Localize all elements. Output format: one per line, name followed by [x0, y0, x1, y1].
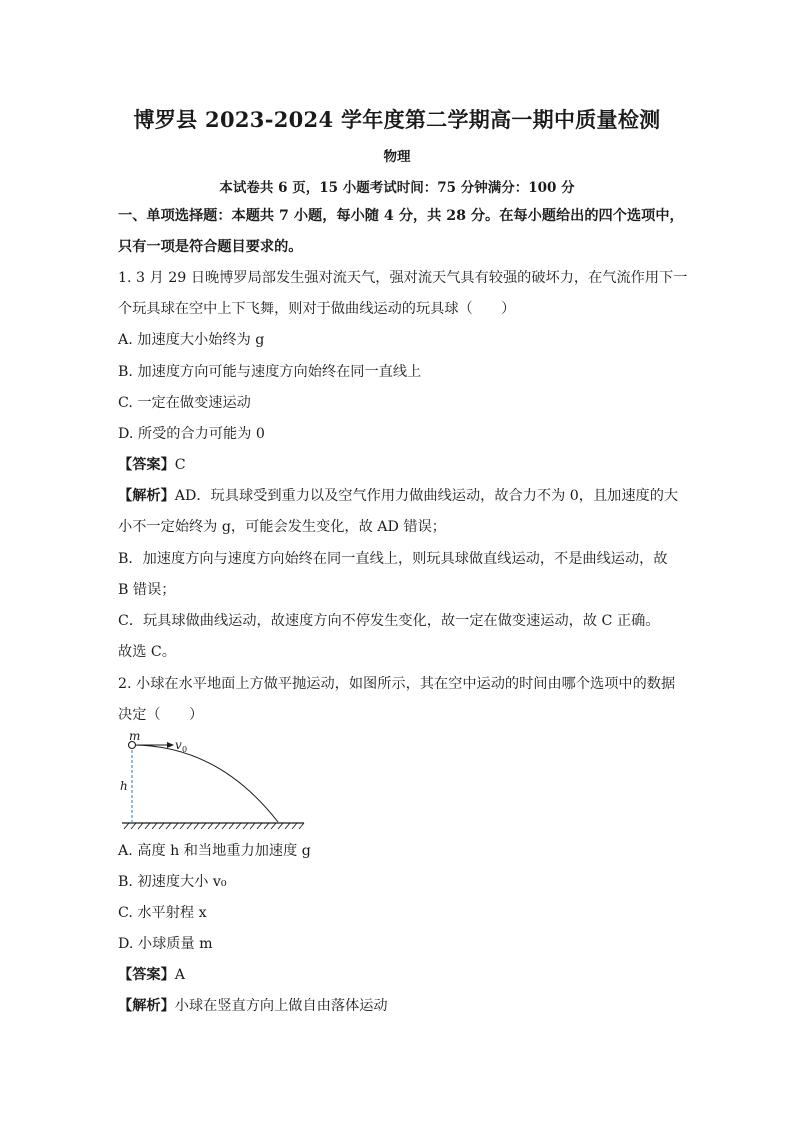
section-heading-line-1: 一、单项选择题：本题共 7 小题，每小随 4 分，共 28 分。在每小题给出的四个选项中， [118, 208, 684, 224]
q1-analysis-line-1 [118, 486, 688, 506]
q1-option-b: B. 加速度方向可能与速度方向始终在同一直线上 [118, 364, 422, 380]
q1-option-d: D. 所受的合力可能为 0 [118, 426, 265, 442]
subject-label: 物理 [383, 149, 411, 165]
q1-option-c: C. 一定在做变速运动 [118, 395, 251, 411]
q1-answer [118, 455, 688, 475]
exam-info: 本试卷共 6 页，15 小题考试时间：75 分钟满分：100 分 [219, 180, 575, 196]
q2-stem-line-2: 决定（ ） [118, 707, 204, 723]
analysis-text: 小球在竖直方向上做自由落体运动 [174, 998, 388, 1014]
projectile-figure [118, 728, 318, 832]
q1-stem-line-2: 个玩具球在空中上下飞舞，则对于做曲线运动的玩具球（ ） [118, 301, 516, 317]
q1-analysis-line-5: C．玩具球做曲线运动，故速度方向不停发生变化，故一定在做变速运动，故 C 正确。 [118, 613, 660, 629]
q2-option-d: D. 小球质量 m [118, 936, 213, 952]
answer-tag: 【答案】 [118, 457, 175, 473]
analysis-tag: 【解析】 [118, 488, 175, 504]
ground-hatching [124, 823, 304, 829]
height-label: h [120, 779, 128, 793]
section-heading-line-2: 只有一项是符合题目要求的。 [118, 239, 303, 255]
q1-option-a: A. 加速度大小始终为 g [118, 332, 265, 348]
q1-analysis-line-4: B 错误； [118, 582, 176, 598]
projectile-diagram [118, 728, 318, 832]
velocity-subscript: 0 [182, 745, 188, 754]
mass-label: m [129, 729, 141, 743]
answer-tag: 【答案】 [118, 967, 175, 983]
q2-option-b: B. 初速度大小 v₀ [118, 874, 227, 890]
analysis-tag: 【解析】 [118, 998, 175, 1014]
answer-value: A [174, 967, 186, 983]
velocity-label: v [175, 738, 182, 752]
q2-answer [118, 965, 688, 985]
q1-analysis-line-2: 小不一定始终为 g，可能会发生变化，故 AD 错误； [118, 519, 446, 535]
q1-stem-line-1: 1. 3 月 29 日晚博罗局部发生强对流天气，强对流天气具有较强的破坏力，在气流作用下一 [118, 270, 688, 286]
q1-analysis-line-6: 故选 C。 [118, 644, 176, 660]
answer-value: C [174, 457, 186, 473]
page-title: 博罗县 2023-2024 学年度第二学期高一期中质量检测 [133, 107, 661, 132]
trajectory-curve [132, 745, 278, 822]
q2-option-c: C. 水平射程 x [118, 905, 207, 921]
q2-stem-line-1: 2. 小球在水平地面上方做平抛运动，如图所示，其在空中运动的时间由哪个选项中的数据 [118, 676, 676, 692]
q2-analysis-line-1 [118, 996, 688, 1016]
q1-analysis-line-3: B．加速度方向与速度方向始终在同一直线上，则玩具球做直线运动，不是曲线运动，故 [118, 551, 668, 567]
q2-option-a: A. 高度 h 和当地重力加速度 g [118, 843, 311, 859]
analysis-text: AD．玩具球受到重力以及空气作用力做曲线运动，故合力不为 0，且加速度的大 [174, 488, 679, 504]
